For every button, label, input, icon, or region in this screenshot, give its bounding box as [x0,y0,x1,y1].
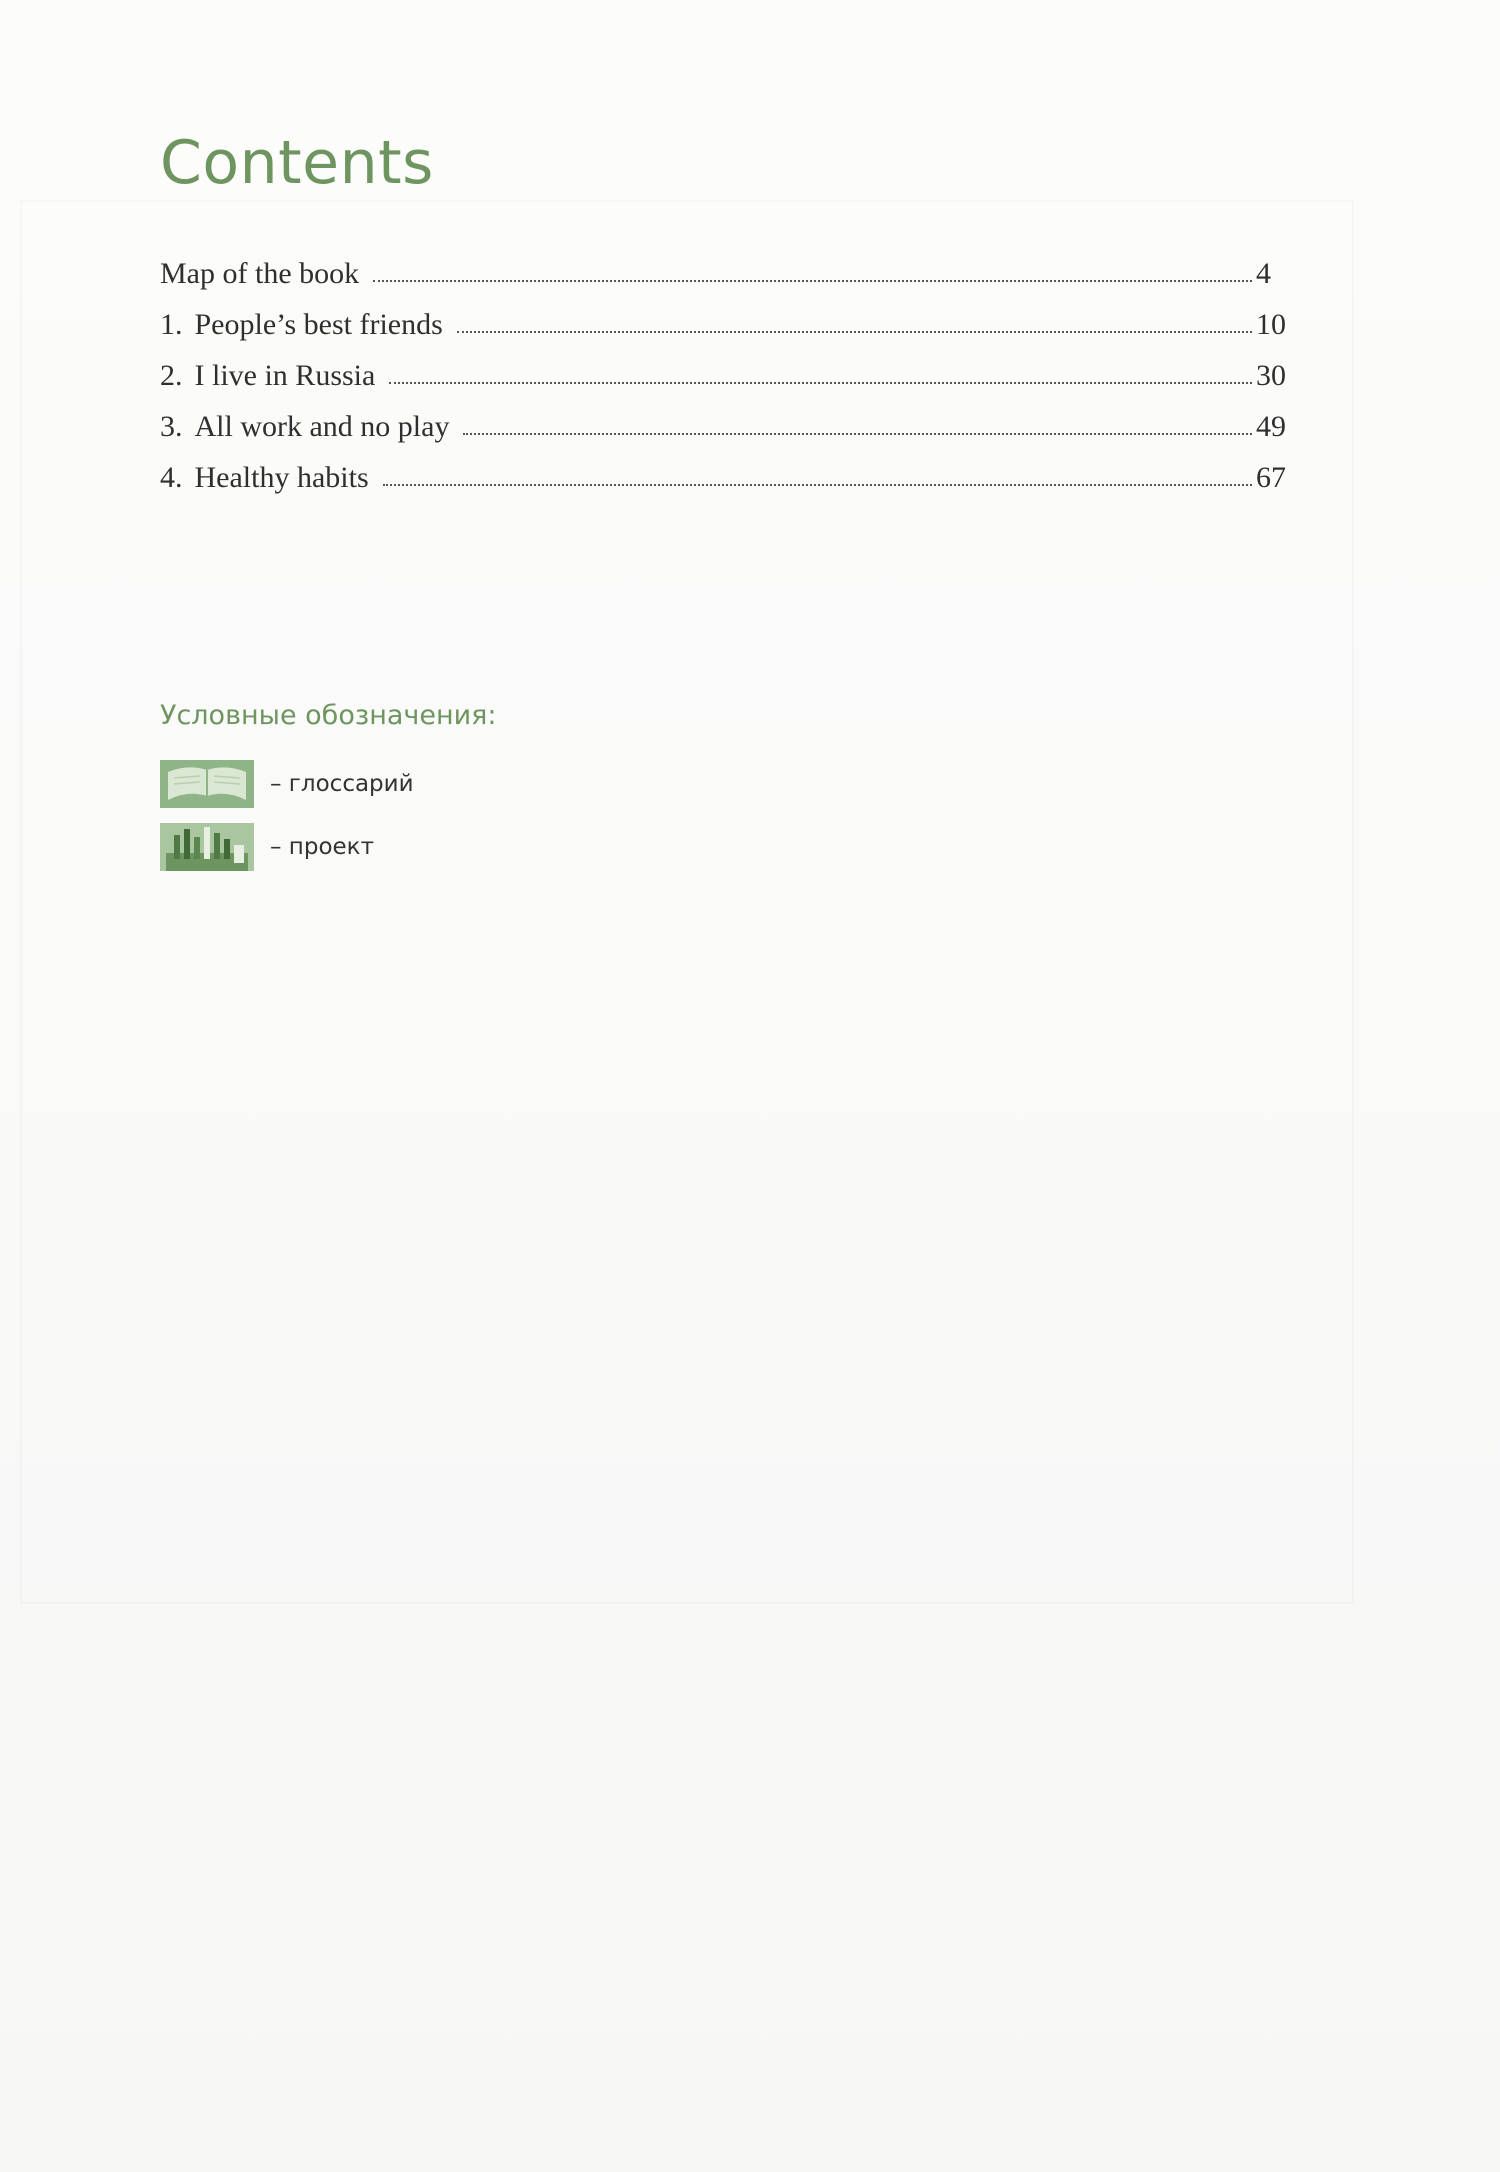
toc-entry-number: 4. [160,461,183,494]
legend-item-glossary [160,760,414,808]
legend-text-project: – проект [270,834,374,860]
toc-entry-unit-4[interactable] [160,444,1290,495]
toc-entry-label: All work and no play [194,410,450,443]
toc-leader-dots [457,331,1252,333]
legend-text-glossary: – глоссарий [270,771,414,797]
toc-page-number: 30 [1256,359,1286,392]
toc-entry-label: Map of the book [160,257,360,290]
toc-leader-dots [383,484,1252,486]
toc-leader-dots [373,280,1252,282]
legend-item-project [160,823,374,871]
toc-entry-label: People’s best friends [194,308,443,341]
toc-page-number: 67 [1256,461,1286,494]
toc-entry-number: 1. [160,308,183,341]
toc-page-number: 10 [1256,308,1286,341]
glossary-book-icon [160,760,254,808]
toc-page-number: 4 [1256,257,1271,290]
toc-leader-dots [389,382,1252,384]
toc-page-number: 49 [1256,410,1286,443]
legend-title: Условные обозначения: [160,700,497,731]
toc-entry-map[interactable] [160,240,1290,291]
page-title: Contents [160,128,434,198]
toc-entry-unit-2[interactable] [160,342,1290,393]
toc-entry-number: 2. [160,359,183,392]
toc-entry-label: Healthy habits [194,461,369,494]
toc-entry-number: 3. [160,410,183,443]
toc-entry-label: I live in Russia [194,359,376,392]
toc-entry-unit-1[interactable] [160,291,1290,342]
toc-leader-dots [463,433,1252,435]
table-of-contents [160,240,1290,495]
project-pencils-icon [160,823,254,871]
toc-entry-unit-3[interactable] [160,393,1290,444]
